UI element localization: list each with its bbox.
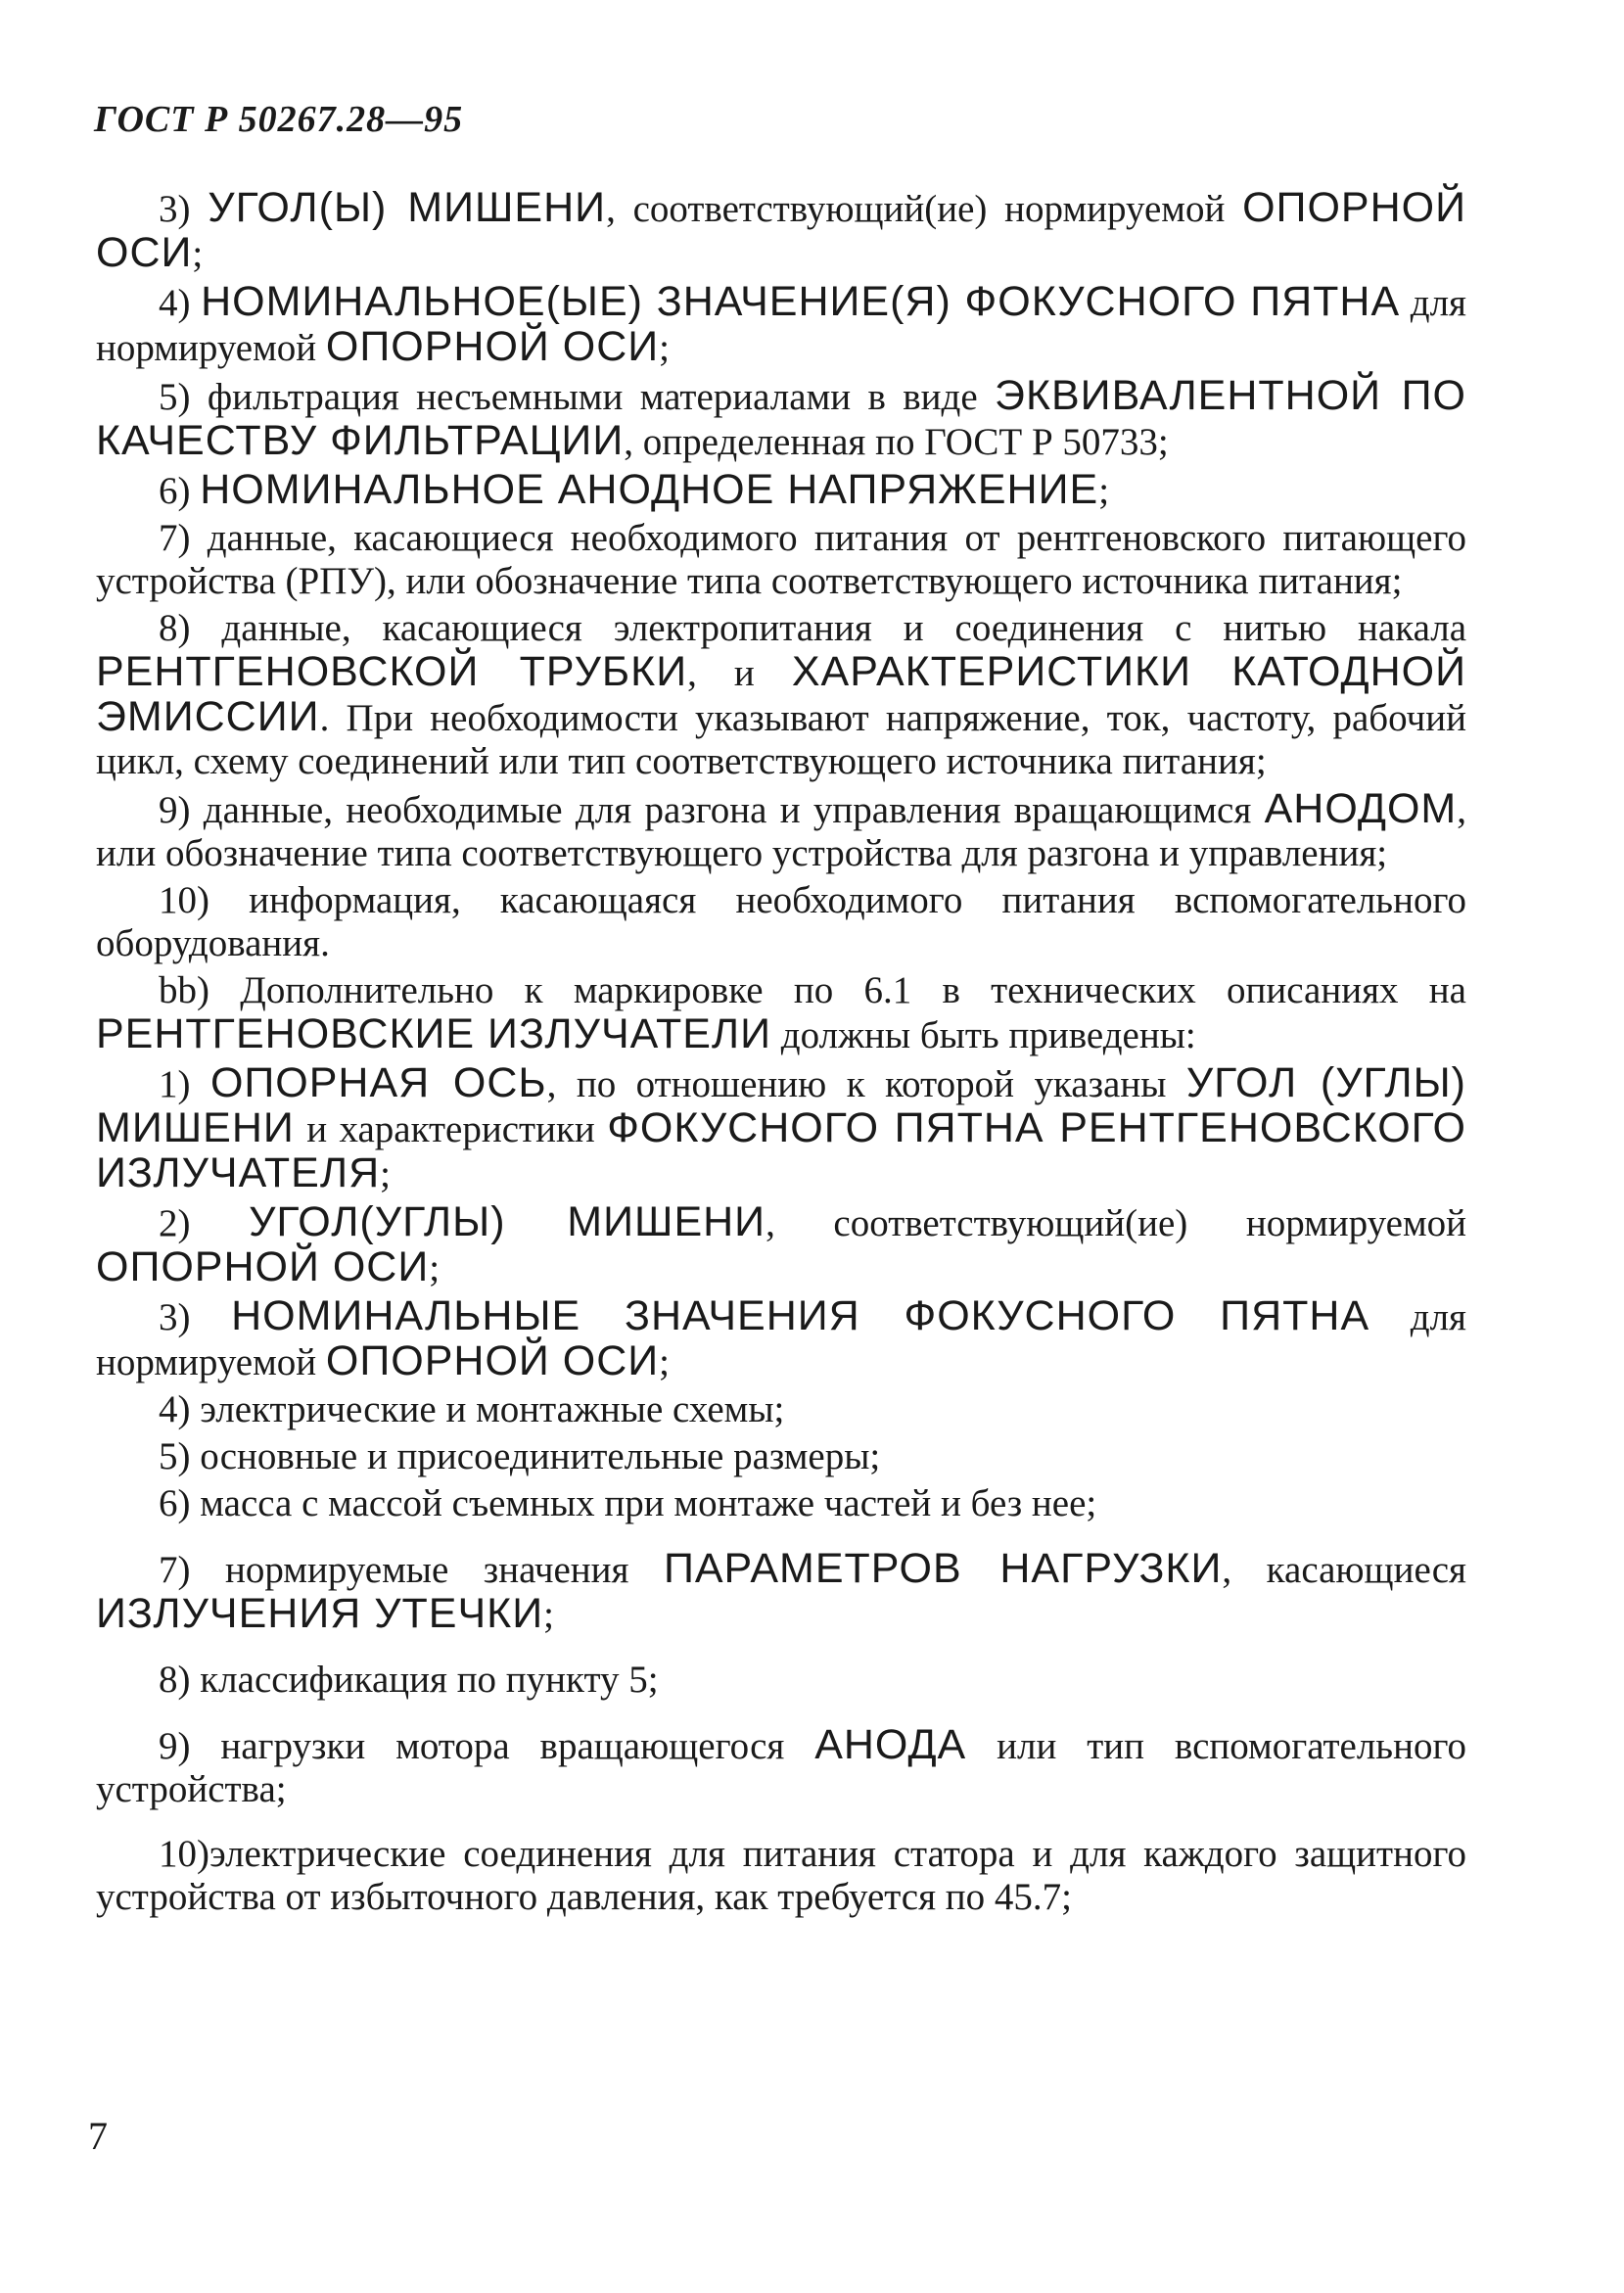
term-text: ХАРАКТЕРИСТИКИ КАТОДНОЙ ЭМИССИИ [96,648,1466,740]
body-text: 2) [159,1202,250,1244]
body-text: 8) данные, касающиеся электропитания и соединения с нитью накала [159,607,1466,649]
term-text: РЕНТГЕНОВСКИЕ ИЗЛУЧАТЕЛИ [96,1010,772,1057]
body-text: для нормируемой [96,282,1466,369]
term-text: УГОЛ (УГЛЫ) МИШЕНИ [96,1059,1466,1151]
list-item [96,1833,1466,1919]
term-text: ПАРАМЕТРОВ НАГРУЗКИ [663,1545,1223,1592]
body-text: 1) [159,1063,210,1105]
list-item [96,787,1466,875]
body-text: ; [1098,470,1110,512]
body-text: , определенная по ГОСТ Р 50733; [624,421,1169,463]
body-text: , по отношению к которой указаны [546,1063,1186,1105]
list-item [96,186,1466,276]
body-text: 3) [159,1296,232,1338]
body-text: ; [659,327,671,369]
body-text: ; [543,1594,554,1636]
list-item [96,969,1466,1057]
list-item [96,1723,1466,1811]
body-text: , соответствующий(ие) нормируемой [766,1202,1466,1244]
body-text: 4) [159,282,202,324]
term-text: НОМИНАЛЬНОЕ АНОДНОЕ НАПРЯЖЕНИЕ [200,466,1099,513]
list-item [96,280,1466,370]
document-header: ГОСТ Р 50267.28—95 [94,99,464,140]
body-text: 5) фильтрация несъемными материалами в виде [159,376,996,418]
list-item [96,1388,1466,1431]
term-text: ОПОРНОЙ ОСИ [325,323,660,370]
body-text: 10) информация, касающаяся необходимого питания вспомогательного оборудования. [96,879,1466,964]
term-text: ОПОРНОЙ ОСИ [325,1337,660,1384]
list-item [96,1482,1466,1525]
list-item [96,1061,1466,1196]
body-text: , соответствующий(ие) нормируемой [606,188,1243,230]
body-text: 4) электрические и монтажные схемы; [159,1388,785,1430]
body-text: 3) [159,188,209,230]
term-text: ЭКВИВАЛЕНТНОЙ ПО КАЧЕСТВУ ФИЛЬТРАЦИИ [96,372,1466,464]
body-text: 6) [159,470,201,512]
list-item [96,1547,1466,1637]
body-text: , или обозначение типа соответствующего устройства для разгона и управления; [96,789,1466,874]
term-text: ОПОРНОЙ ОСИ [96,184,1466,276]
term-text: УГОЛ(Ы) МИШЕНИ [208,184,607,231]
page-number: 7 [88,2114,108,2158]
term-text: ИЗЛУЧЕНИЯ УТЕЧКИ [96,1590,544,1637]
body-text: 10)электрические соединения для питания статора и для каждого защитного устройства от избыточного давления, как требуется по 45.7; [96,1833,1466,1918]
body-text: 9) нагрузки мотора вращающегося [159,1725,815,1767]
body-text: 6) масса с массой съемных при монтаже частей и без нее; [159,1482,1097,1524]
term-text: РЕНТГЕНОВСКОЙ ТРУБКИ [96,648,688,695]
body-text: ; [659,1341,671,1383]
body-text: ; [380,1153,391,1195]
body-text: , и [687,652,792,694]
list-item [96,374,1466,464]
term-text: АНОДА [814,1721,967,1768]
body-text: . При необходимости указывают напряжение, ток, частоту, рабочий цикл, схему соединений или тип соответствующего источника питания; [96,697,1466,782]
term-text: ОПОРНОЙ ОСИ [96,1243,430,1290]
list-item [96,1659,1466,1702]
body-text: 9) данные, необходимые для разгона и управления вращающимся [159,789,1265,831]
term-text: АНОДОМ [1264,785,1458,832]
body-text: 7) нормируемые значения [159,1549,664,1591]
list-item [96,879,1466,965]
body-text: 5) основные и присоединительные размеры; [159,1435,881,1477]
list-item [96,1435,1466,1478]
body-text: должны быть приведены: [771,1014,1196,1056]
list-item [96,1200,1466,1290]
body-text: ; [192,233,204,275]
term-text: НОМИНАЛЬНЫЕ ЗНАЧЕНИЯ ФОКУСНОГО ПЯТНА [231,1292,1370,1339]
term-text: ОПОРНАЯ ОСЬ [209,1059,547,1106]
body-text: 8) классификация по пункту 5; [159,1659,659,1701]
list-item [96,607,1466,783]
body-text: ; [429,1247,441,1289]
body-text: для нормируемой [96,1296,1466,1383]
body-text: , касающиеся [1222,1549,1466,1591]
body-text: 7) данные, касающиеся необходимого питания от рентгеновского питающего устройства (РПУ), или обозначение типа соответствующего источника питания; [96,517,1466,602]
list-item [96,517,1466,603]
list-item [96,468,1466,513]
body-text: bb) Дополнительно к маркировке по 6.1 в технических описаниях на [159,969,1466,1011]
term-text: ФОКУСНОГО ПЯТНА РЕНТГЕНОВСКОГО ИЗЛУЧАТЕЛЯ [96,1104,1466,1196]
body-text: или тип вспомогательного устройства; [96,1725,1466,1810]
document-body [96,186,1466,1923]
body-text: и характеристики [294,1108,608,1150]
list-item [96,1294,1466,1384]
term-text: УГОЛ(УГЛЫ) МИШЕНИ [249,1198,766,1245]
term-text: НОМИНАЛЬНОЕ(ЫЕ) ЗНАЧЕНИЕ(Я) ФОКУСНОГО ПЯТНА [201,278,1401,325]
